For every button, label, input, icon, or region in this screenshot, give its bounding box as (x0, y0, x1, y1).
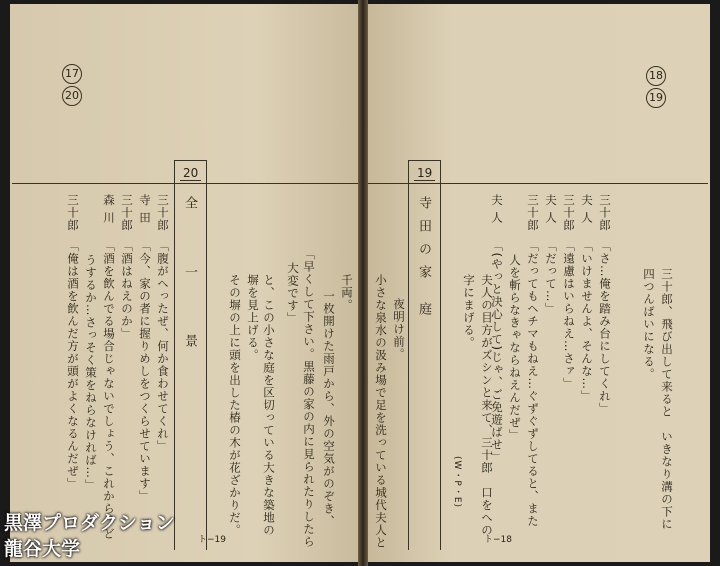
dialogue-line: 「いけませんよ、そんな…」 (580, 240, 594, 403)
scene-number-box-top (174, 160, 206, 161)
action-line: 三十郎、飛び出して来ると いきなり溝の下に (660, 268, 674, 531)
scene-number: 20 (180, 166, 201, 181)
speaker-name: 三十郎 (598, 194, 612, 232)
dialogue-line: 「腹がへったぜ、何か食わせてくれ」 (156, 240, 170, 453)
page-number-upper: 17 (62, 64, 82, 84)
page-number-upper: 18 (646, 66, 666, 86)
action-line: 小さな泉水の汲み場で足を洗っている城代夫人と (374, 274, 388, 549)
speaker-name: 三十郎 (526, 194, 540, 232)
book-gutter (358, 0, 368, 566)
speaker-name: 夫 人 (490, 194, 504, 224)
action-line: 「早くして下さい。黒藤の家の内に見られたりしたら (302, 248, 316, 548)
scene-heading: 寺田の家 庭 (416, 196, 431, 326)
scene-heading: 全 一 景 (182, 196, 197, 374)
header-rule (368, 183, 708, 184)
dialogue-line: 「遠慮はいらねえ…さァ」 (562, 240, 576, 390)
action-line: 塀を見上げる。 (246, 274, 260, 362)
watermark-line-1: 黒澤プロダクション (4, 512, 175, 534)
speaker-name: 夫 人 (580, 194, 594, 224)
dialogue-line: 「さ…俺を踏み台にしてくれ」 (598, 240, 612, 415)
speaker-name: 三十郎 (562, 194, 576, 232)
dialogue-line: うするか…さっそく策をねらなければ…」 (84, 254, 98, 492)
speaker-name: 三十郎 (66, 194, 80, 232)
speaker-name: 夫 人 (544, 194, 558, 224)
scene-column-line-right (440, 160, 441, 550)
dialogue-line: 「だって…」 (544, 240, 558, 315)
dialogue-line: 「だってもヘチマもねえ…ぐずぐずしてると、また (526, 240, 540, 528)
dialogue-line: 「(やっと決心して)じゃ、ご免遊ばせ」 (490, 240, 504, 464)
action-line: その塀の上に頭を出した椿の木が花ざかりだ。 (228, 274, 242, 537)
dialogue-line: 「酒はねえのか」 (120, 240, 134, 340)
page-footer: ト−18 (484, 535, 512, 545)
scene-transition: (W・P・E) (452, 456, 462, 509)
scene-column-line-left (174, 160, 175, 550)
action-line: 千両。 (340, 274, 354, 312)
dialogue-line: 「酒を飲んでる場合じゃないでしょう、これから、ど (102, 240, 116, 540)
action-line: 大変です」 (286, 262, 300, 325)
page-number-lower: 19 (646, 88, 666, 108)
page-footer: ト−19 (198, 535, 226, 545)
scene-number: 19 (414, 166, 435, 181)
header-rule (12, 183, 358, 184)
action-line: 一枚開けた雨戸から、外の空気がのぞき、 (322, 290, 336, 528)
speaker-name: 寺 田 (138, 194, 152, 224)
scene-column-line-left (408, 160, 409, 550)
dialogue-line: 「俺は酒を飲んだ方が頭がよくなるんだぜ」 (66, 240, 80, 490)
action-line: 四つんばいになる。 (642, 268, 656, 381)
dialogue-line: 人を斬らなきゃならねえんだぜ」 (508, 254, 522, 442)
page-number-lower: 20 (62, 86, 82, 106)
action-line: 夜明け前。 (392, 298, 406, 361)
speaker-name: 三十郎 (156, 194, 170, 232)
action-line: と、この小さな庭を区切っている大きな築地の (262, 274, 276, 537)
scene-number-box-top (408, 160, 440, 161)
action-line: 夫人の目方がズシンと来て、三十郎 口をへの (480, 274, 494, 537)
scene-column-line-right (206, 160, 207, 550)
speaker-name: 森 川 (102, 194, 116, 224)
watermark-line-2: 龍谷大学 (4, 538, 81, 560)
speaker-name: 三十郎 (120, 194, 134, 232)
dialogue-line: 「今、家の者に握りめしをつくらせています」 (138, 240, 152, 503)
action-line: 字にまげる。 (462, 274, 476, 349)
